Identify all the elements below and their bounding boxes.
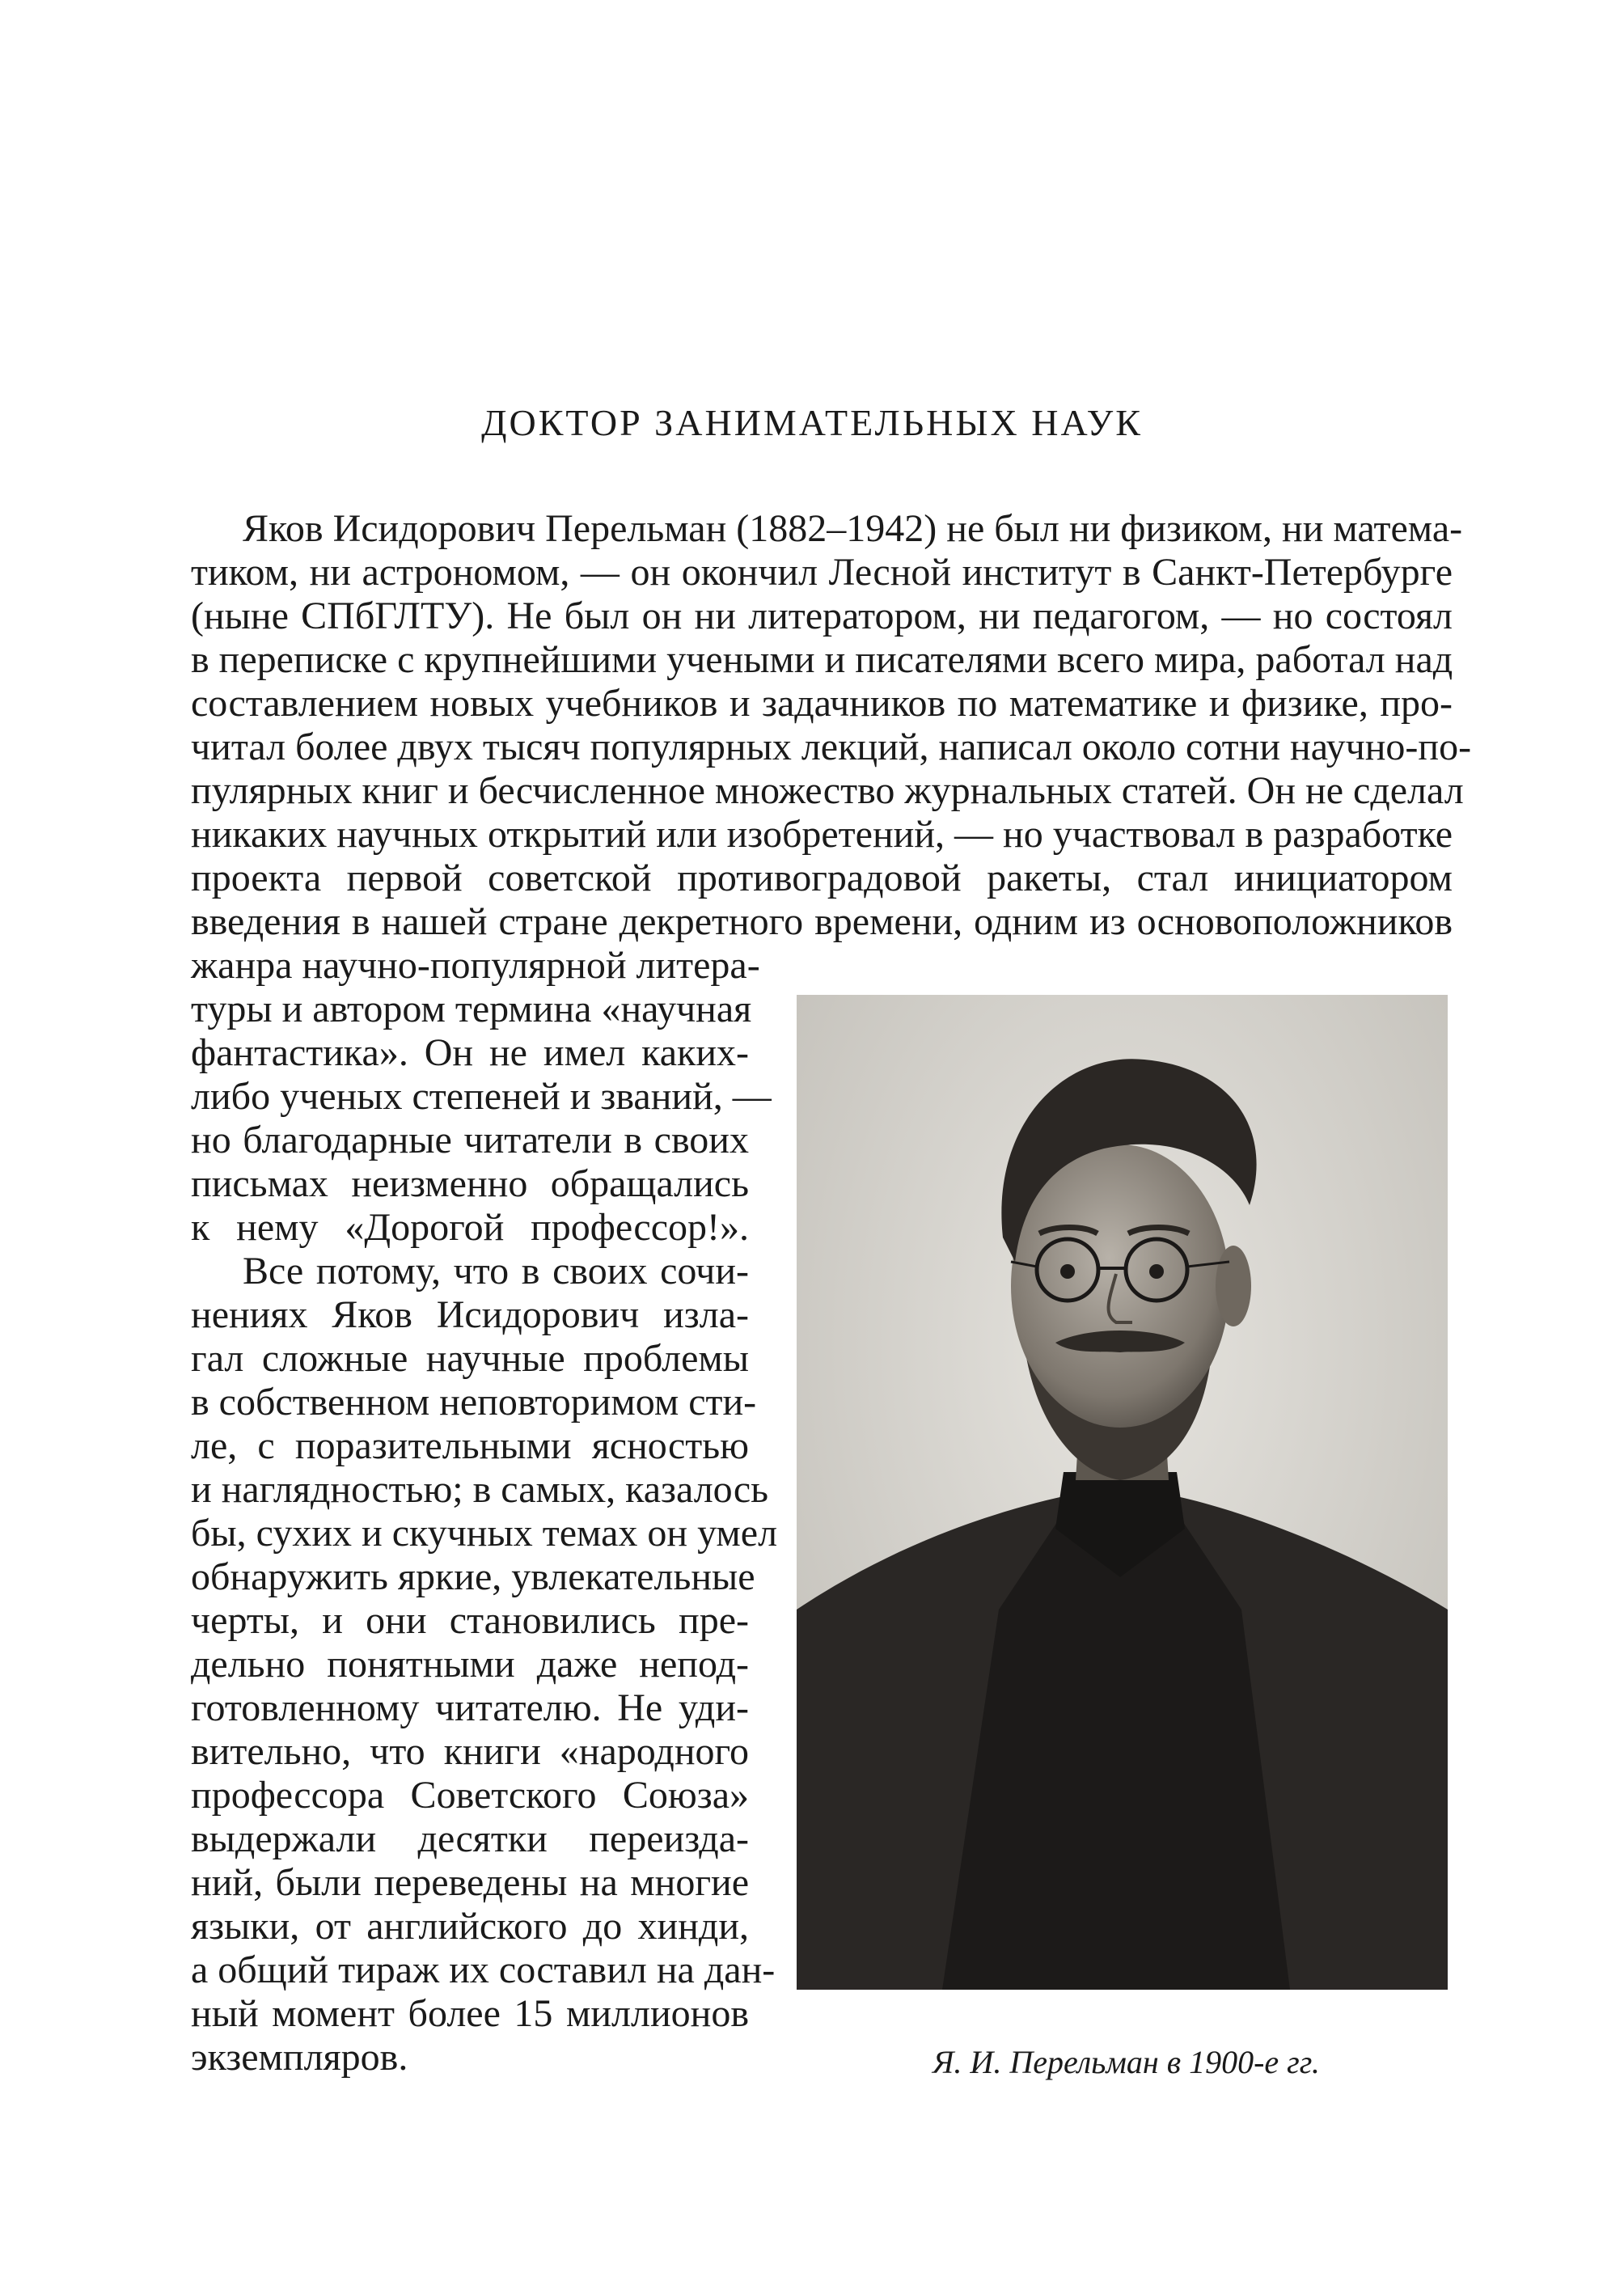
text-line: экземпляров. <box>191 2036 408 2079</box>
text-line: фантастика». Он не имел каких- <box>191 1031 749 1074</box>
text-line: вительно, что книги «народного <box>191 1730 749 1773</box>
text-line: и наглядностью; в самых, казалось <box>191 1468 769 1511</box>
text-line: языки, от английского до хинди, <box>191 1905 749 1948</box>
text-line: ный момент более 15 миллионов <box>191 1992 749 2035</box>
text-line: тиком, ни астрономом, — он окончил Лесной институт в Санкт-Петербурге <box>191 551 1453 594</box>
text-line: либо ученых степеней и званий, — <box>191 1075 772 1118</box>
text-line: читал более двух тысяч популярных лекций, написал около сотни научно-по- <box>191 726 1472 768</box>
text-line: обнаружить яркие, увлекательные <box>191 1555 755 1598</box>
text-line: письмах неизменно обращались <box>191 1162 749 1205</box>
text-line: пулярных книг и бесчисленное множество журнальных статей. Он не сделал <box>191 769 1464 812</box>
text-line: (ныне СПбГЛТУ). Не был он ни литератором, ни педагогом, — но состоял <box>191 594 1453 637</box>
text-line: Все потому, что в своих сочи- <box>243 1250 749 1292</box>
text-line: черты, и они становились пре- <box>191 1599 749 1642</box>
text-line: Яков Исидорович Перельман (1882–1942) не был ни физиком, ни матема- <box>243 507 1463 550</box>
photo-caption: Я. И. Перельман в 1900-е гг. <box>933 2044 1320 2080</box>
text-line: в собственном неповторимом сти- <box>191 1381 757 1424</box>
text-line: никаких научных открытий или изобретений, — но участвовал в разработке <box>191 813 1453 856</box>
text-line: а общий тираж их составил на дан- <box>191 1948 776 1991</box>
text-line: выдержали десятки переизда- <box>191 1817 749 1860</box>
text-line: жанра научно-популярной литера- <box>191 944 760 987</box>
text-line: составлением новых учебников и задачников по математике и физике, про- <box>191 682 1453 725</box>
text-line: введения в нашей стране декретного времени, одним из основоположников <box>191 900 1453 943</box>
text-line: но благодарные читатели в своих <box>191 1119 749 1161</box>
text-line: туры и автором термина «научная <box>191 988 752 1030</box>
text-line: проекта первой советской противоградовой ракеты, стал инициатором <box>191 857 1453 899</box>
portrait-photo <box>797 995 1448 1990</box>
text-line: к нему «Дорогой профессор!». <box>191 1206 749 1249</box>
chapter-title: ДОКТОР ЗАНИМАТЕЛЬНЫХ НАУК <box>481 402 1143 443</box>
text-line: в переписке с крупнейшими учеными и писателями всего мира, работал над <box>191 638 1453 681</box>
text-line: ле, с поразительными ясностью <box>191 1424 749 1467</box>
text-line: ний, были переведены на многие <box>191 1861 749 1904</box>
text-line: гал сложные научные проблемы <box>191 1337 749 1380</box>
text-line: нениях Яков Исидорович изла- <box>191 1293 749 1336</box>
text-line: профессора Советского Союза» <box>191 1774 749 1817</box>
text-line: готовленному читателю. Не уди- <box>191 1686 749 1729</box>
text-line: дельно понятными даже непод- <box>191 1643 749 1686</box>
text-line: бы, сухих и скучных темах он умел <box>191 1512 778 1555</box>
